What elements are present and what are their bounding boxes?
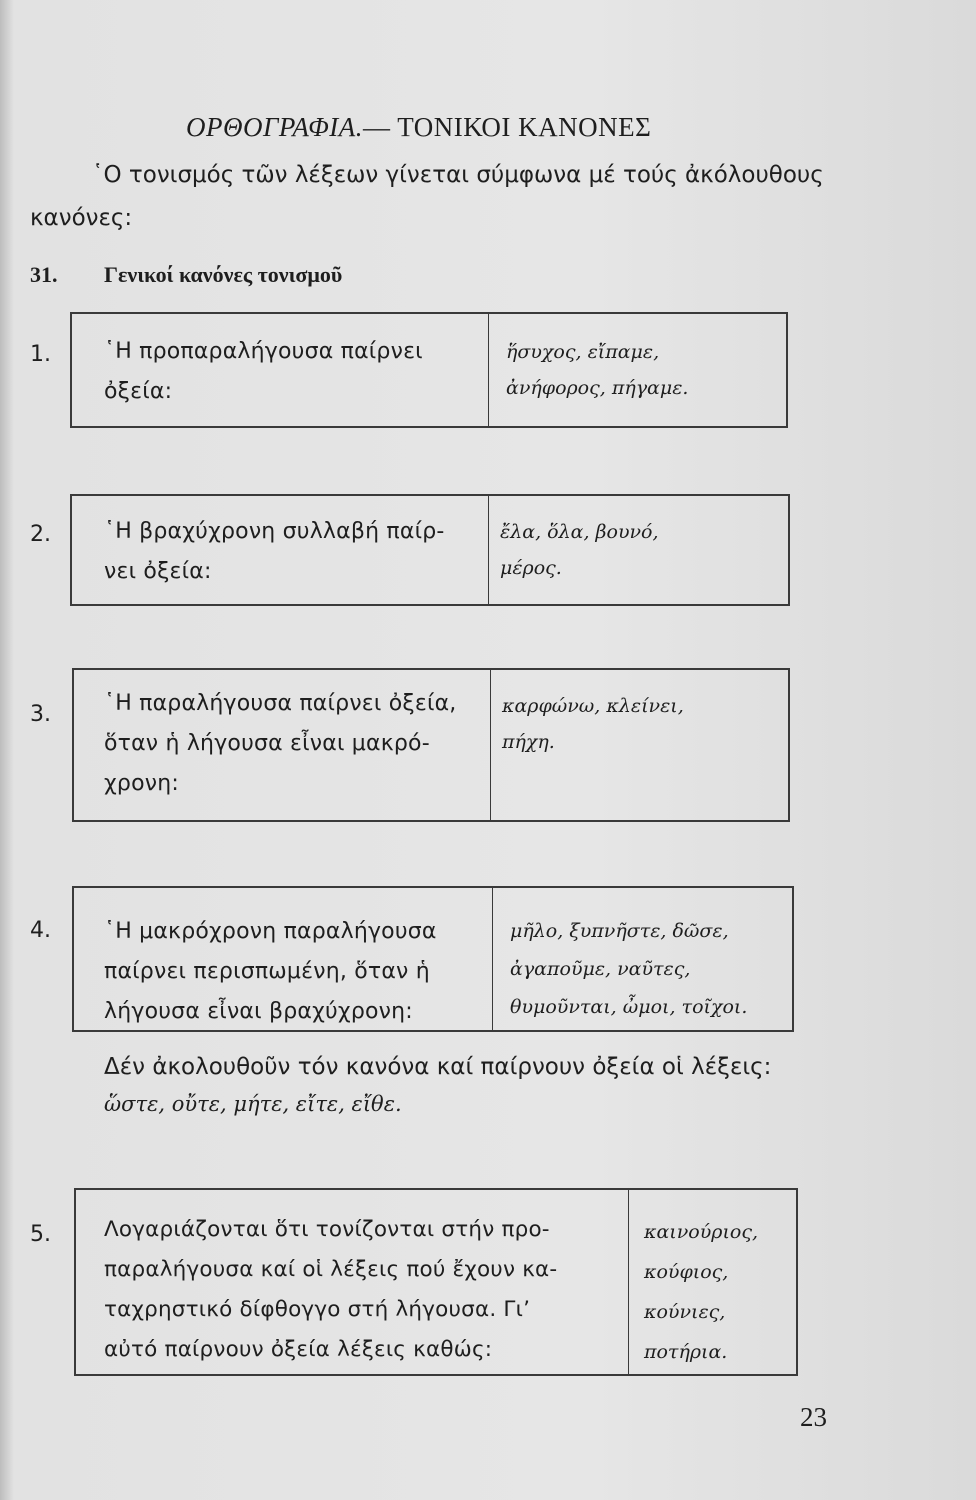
- rule-2-box: [70, 494, 790, 606]
- rule-5-text: Λογαριάζονται ὅτι τονίζονται στήν προ- παραλήγουσα καί οἱ λέξεις πού ἔχουν κα- ταχρηστικό δίφθογγο στή λήγουσα. Γι’ αὐτό παίρνουν ὀξεία λέξεις καθώς:: [104, 1217, 558, 1362]
- rule-1-number: 1.: [30, 342, 51, 367]
- exception-note: Δέν ἀκολουθοῦν τόν κανόνα καί παίρνουν ὀξεία οἱ λέξεις:: [104, 1054, 772, 1080]
- rule-4-box: [72, 886, 794, 1032]
- page-title: [186, 112, 651, 143]
- intro-line-2: κανόνες:: [30, 205, 133, 231]
- rule-5-number: 5.: [30, 1222, 51, 1247]
- rule-1-examples: ἥσυχος, εἴπαμε, ἀνήφορος, πήγαμε.: [506, 341, 689, 399]
- rule-3-box: [72, 668, 790, 822]
- rule-5-examples: καινούριος, κούφιος, κούνιες, ποτήρια.: [644, 1221, 759, 1363]
- section-number: 31.: [30, 262, 58, 287]
- rule-2-number: 2.: [30, 522, 51, 547]
- rule-4-text: ῾Η μακρόχρονη παραλήγουσα παίρνει περισπωμένη, ὅταν ἡ λήγουσα εἶναι βραχύχρονη:: [104, 919, 437, 1024]
- title-rest: — ΤΟΝΙΚΟΙ ΚΑΝΟΝΕΣ: [362, 112, 652, 142]
- page-number: 23: [800, 1402, 827, 1432]
- rule-1-text: ῾Η προπαραλήγουσα παίρνει ὀξεία:: [104, 339, 423, 404]
- rule-1-box: [70, 312, 788, 428]
- rule-3-number: 3.: [30, 702, 51, 727]
- intro-line-1: ῾Ο τονισμός τῶν λέξεων γίνεται σύμφωνα μέ τούς ἀκόλουθους: [92, 162, 824, 188]
- rule-4-number: 4.: [30, 918, 51, 943]
- title-italic: ΟΡΘΟΓΡΑΦΙΑ.: [186, 112, 363, 142]
- rule-2-examples: ἔλα, ὅλα, βουνό, μέρος.: [500, 521, 659, 579]
- rule-3-examples: καρφώνω, κλείνει, πήχη.: [502, 695, 684, 753]
- exception-words: ὥστε, οὔτε, μήτε, εἴτε, εἴθε.: [104, 1092, 402, 1116]
- rule-3-text: ῾Η παραλήγουσα παίρνει ὀξεία, ὅταν ἡ λήγουσα εἶναι μακρό- χρονη:: [104, 691, 457, 796]
- rule-5-box: [74, 1188, 798, 1376]
- section-title: Γενικοί κανόνες τονισμοῦ: [104, 262, 343, 287]
- rule-4-examples: μῆλο, ξυπνῆστε, δῶσε, ἀγαποῦμε, ναῦτες, θυμοῦνται, ὦμοι, τοῖχοι.: [510, 920, 748, 1018]
- rule-2-text: ῾Η βραχύχρονη συλλαβή παίρ- νει ὀξεία:: [104, 519, 445, 584]
